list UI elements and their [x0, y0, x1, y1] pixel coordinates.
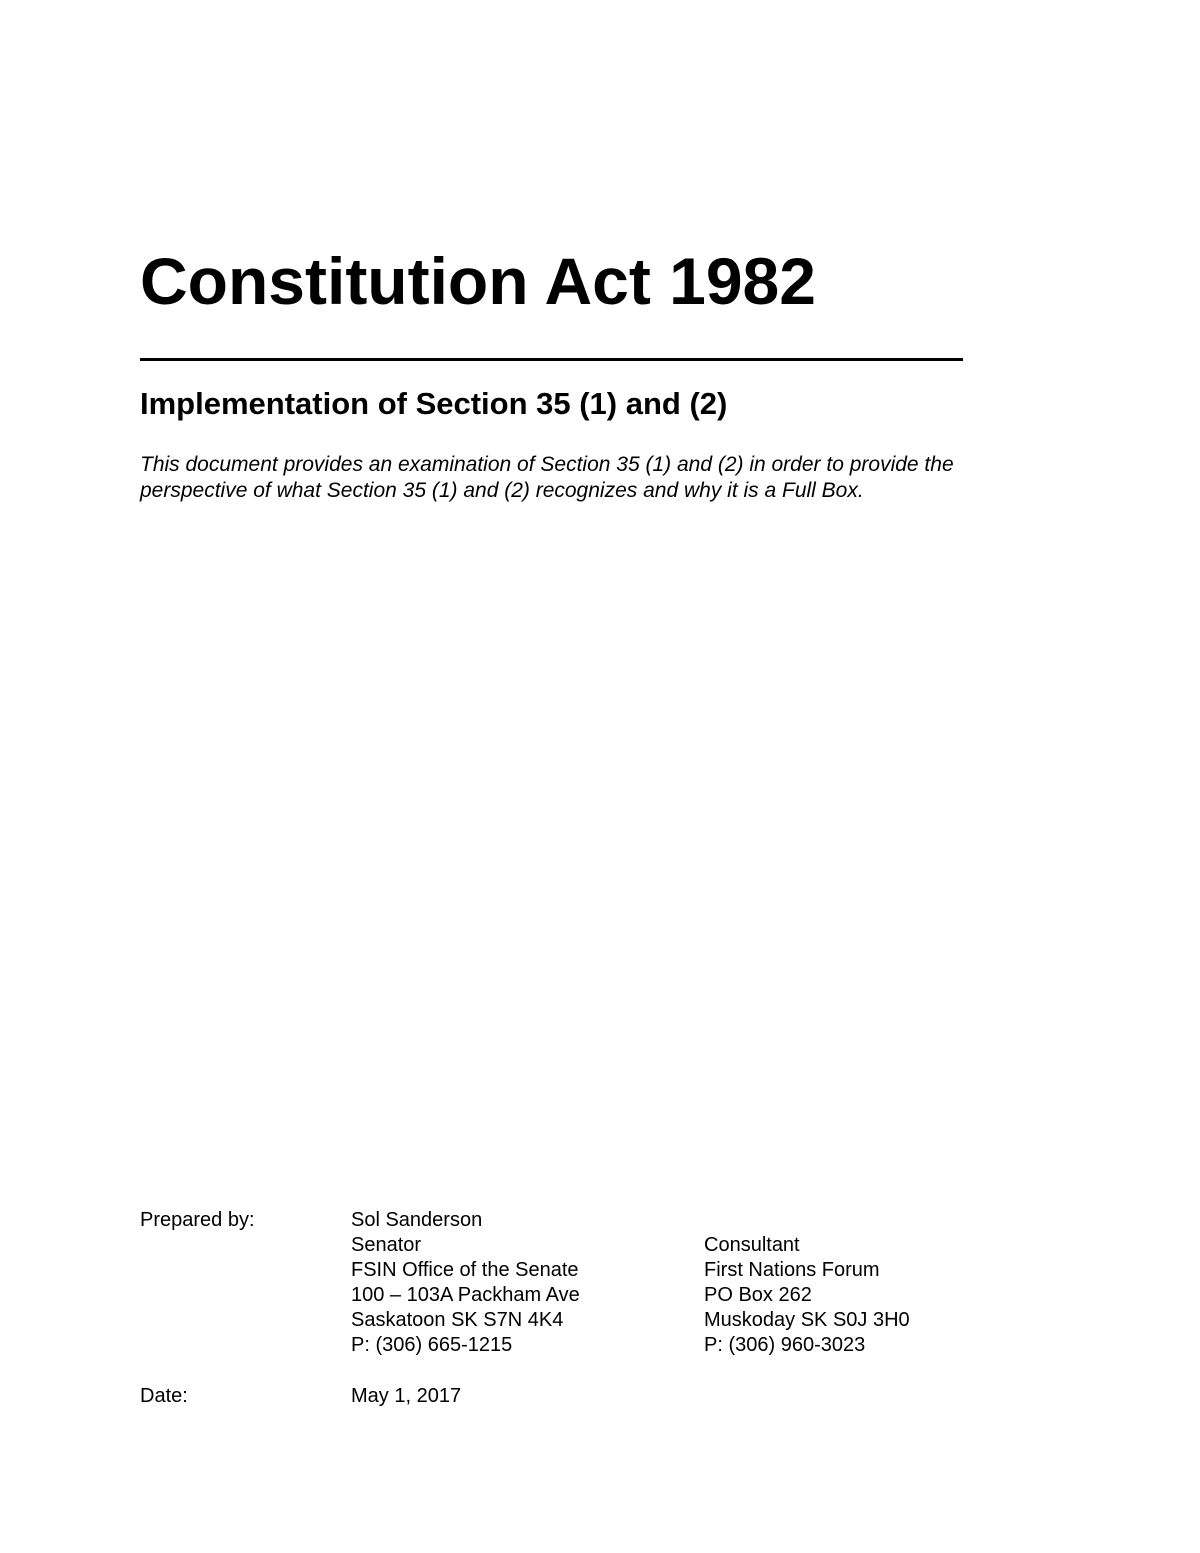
- description-line: This document provides an examination of Section 35 (1) and (2) in order to provide the: [140, 453, 954, 476]
- consultant-po-box: PO Box 262: [704, 1284, 812, 1306]
- title-divider: [140, 358, 963, 361]
- description-line: perspective of what Section 35 (1) and (2) recognizes and why it is a Full Box.: [140, 479, 864, 502]
- consultant-city: Muskoday SK S0J 3H0: [704, 1309, 910, 1331]
- author-contact-block: [351, 1208, 580, 1358]
- author-street: 100 – 103A Packham Ave: [351, 1284, 580, 1306]
- document-description: [140, 452, 1100, 504]
- consultant-contact-block: [704, 1233, 910, 1358]
- prepared-by-label: Prepared by:: [140, 1209, 255, 1231]
- author-phone: P: (306) 665-1215: [351, 1334, 513, 1356]
- consultant-role: Consultant: [704, 1234, 800, 1256]
- consultant-phone: P: (306) 960-3023: [704, 1334, 866, 1356]
- document-title: Constitution Act 1982: [140, 244, 816, 318]
- author-name: Sol Sanderson: [351, 1209, 483, 1231]
- author-city: Saskatoon SK S7N 4K4: [351, 1309, 564, 1331]
- consultant-organization: First Nations Forum: [704, 1259, 880, 1281]
- date-label: Date:: [140, 1385, 188, 1407]
- date-value: May 1, 2017: [351, 1385, 462, 1407]
- author-office: FSIN Office of the Senate: [351, 1259, 579, 1281]
- document-subtitle: Implementation of Section 35 (1) and (2): [140, 386, 728, 421]
- author-role: Senator: [351, 1234, 422, 1256]
